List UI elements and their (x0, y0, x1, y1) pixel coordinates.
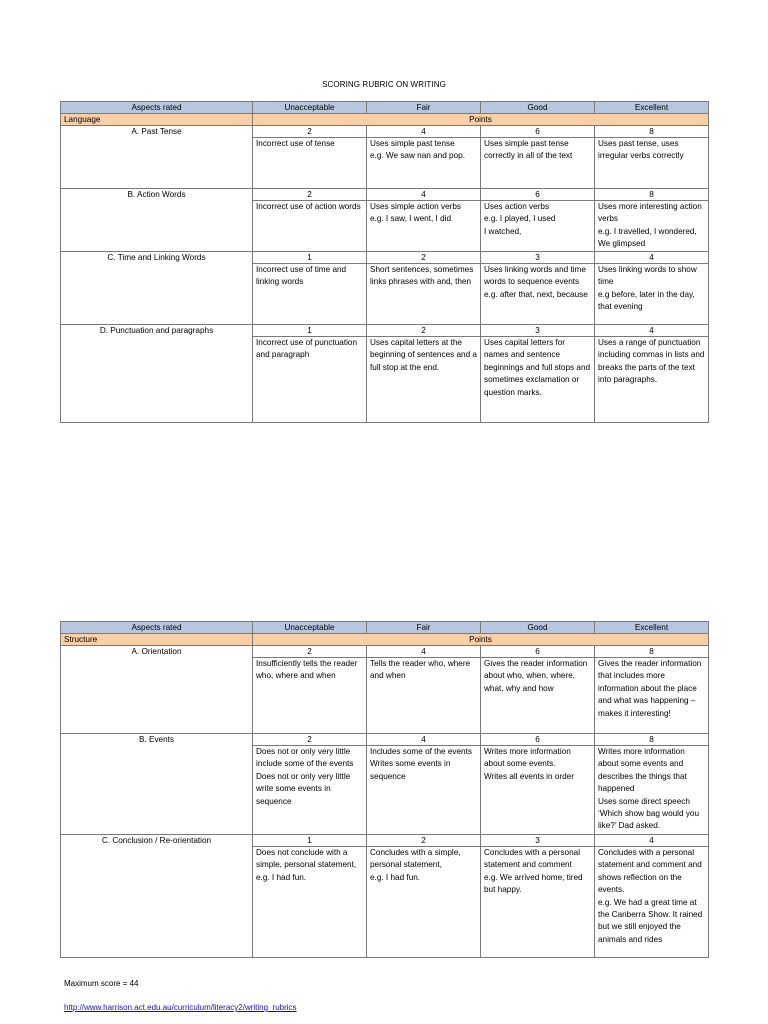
header-aspects: Aspects rated (61, 622, 253, 634)
header-unacceptable: Unacceptable (253, 102, 367, 114)
point-value: 8 (595, 189, 709, 201)
table-row (61, 734, 709, 746)
criteria-cell: Writes more information about some events. Writes all events in order (481, 746, 595, 835)
point-value: 4 (367, 646, 481, 658)
aspect-label: A. Orientation (61, 646, 253, 734)
point-value: 4 (367, 126, 481, 138)
criteria-cell: Incorrect use of action words (253, 201, 367, 252)
header-row (61, 622, 709, 634)
point-value: 2 (253, 189, 367, 201)
aspect-label: C. Time and Linking Words (61, 252, 253, 325)
point-value: 8 (595, 646, 709, 658)
point-value: 3 (481, 252, 595, 264)
point-value: 8 (595, 734, 709, 746)
point-value: 2 (367, 325, 481, 337)
point-value: 2 (253, 646, 367, 658)
criteria-cell: Uses capital letters at the beginning of sentences and a full stop at the end. (367, 337, 481, 423)
criteria-cell: Concludes with a simple, personal statement, e.g. I had fun. (367, 847, 481, 958)
aspect-label: D. Punctuation and paragraphs (61, 325, 253, 423)
header-good: Good (481, 102, 595, 114)
point-value: 2 (253, 734, 367, 746)
point-value: 6 (481, 189, 595, 201)
header-fair: Fair (367, 102, 481, 114)
points-label: Points (253, 114, 709, 126)
aspect-label: A. Past Tense (61, 126, 253, 189)
language-rubric-table (60, 101, 709, 423)
point-value: 8 (595, 126, 709, 138)
criteria-cell: Incorrect use of punctuation and paragraph (253, 337, 367, 423)
point-value: 4 (595, 835, 709, 847)
criteria-cell: Concludes with a personal statement and comment and shows reflection on the events. e.g. We had a great time at the Canberra Show. It rained but we still enjoyed the animals and rides (595, 847, 709, 958)
table-row (61, 252, 709, 264)
table-row (61, 189, 709, 201)
header-row (61, 102, 709, 114)
aspect-label: C. Conclusion / Re-orientation (61, 835, 253, 958)
criteria-cell: Uses more interesting action verbs e.g. I travelled, I wondered, We glimpsed (595, 201, 709, 252)
point-value: 1 (253, 835, 367, 847)
point-value: 2 (253, 126, 367, 138)
point-value: 1 (253, 252, 367, 264)
point-value: 3 (481, 325, 595, 337)
criteria-cell: Uses past tense, uses irregular verbs correctly (595, 138, 709, 189)
point-value: 1 (253, 325, 367, 337)
header-aspects: Aspects rated (61, 102, 253, 114)
table-row (61, 126, 709, 138)
aspect-label: B. Action Words (61, 189, 253, 252)
criteria-cell: Tells the reader who, where and when (367, 658, 481, 734)
criteria-cell: Incorrect use of time and linking words (253, 264, 367, 325)
criteria-cell: Uses simple past tense correctly in all of the text (481, 138, 595, 189)
criteria-cell: Uses a range of punctuation including commas in lists and breaks the parts of the text into paragraphs. (595, 337, 709, 423)
header-excellent: Excellent (595, 102, 709, 114)
criteria-cell: Uses linking words and time words to sequence events e.g. after that, next, because (481, 264, 595, 325)
point-value: 4 (595, 252, 709, 264)
criteria-cell: Uses simple action verbs e.g. I saw, I went, I did (367, 201, 481, 252)
criteria-cell: Includes some of the events Writes some events in sequence (367, 746, 481, 835)
document-title: SCORING RUBRIC ON WRITING (322, 80, 446, 89)
criteria-cell: Does not or only very little include some of the events Does not or only very little write some events in sequence (253, 746, 367, 835)
criteria-cell: Short sentences, sometimes links phrases with and, then (367, 264, 481, 325)
point-value: 4 (367, 189, 481, 201)
point-value: 2 (367, 252, 481, 264)
header-unacceptable: Unacceptable (253, 622, 367, 634)
point-value: 3 (481, 835, 595, 847)
criteria-cell: Gives the reader information about who, when, where, what, why and how (481, 658, 595, 734)
criteria-cell: Uses linking words to show time e.g before, later in the day, that evening (595, 264, 709, 325)
point-value: 6 (481, 646, 595, 658)
criteria-cell: Uses capital letters for names and sentence beginnings and full stops and sometimes exclamation or question marks. (481, 337, 595, 423)
point-value: 6 (481, 126, 595, 138)
criteria-cell: Writes more information about some events and describes the things that happened Uses some direct speech ‘Which show bag would you like?’ Dad asked. (595, 746, 709, 835)
header-fair: Fair (367, 622, 481, 634)
section-row (61, 634, 709, 646)
criteria-cell: Gives the reader information that includes more information about the place and what was happening – makes it interesting! (595, 658, 709, 734)
source-link[interactable]: http://www.harrison.act.edu.au/curriculum/literacy2/writing_rubrics (64, 1003, 297, 1012)
table-row (61, 646, 709, 658)
section-row (61, 114, 709, 126)
point-value: 6 (481, 734, 595, 746)
point-value: 4 (367, 734, 481, 746)
aspect-label: B. Events (61, 734, 253, 835)
point-value: 4 (595, 325, 709, 337)
table-row (61, 835, 709, 847)
header-good: Good (481, 622, 595, 634)
points-label: Points (253, 634, 709, 646)
criteria-cell: Uses action verbs e.g. I played, I used I watched, (481, 201, 595, 252)
criteria-cell: Insufficiently tells the reader who, where and when (253, 658, 367, 734)
header-excellent: Excellent (595, 622, 709, 634)
max-score-text: Maximum score = 44 (64, 979, 139, 988)
structure-rubric-table (60, 621, 709, 958)
criteria-cell: Uses simple past tense e.g. We saw nan and pop. (367, 138, 481, 189)
criteria-cell: Does not conclude with a simple, personal statement, e.g. I had fun. (253, 847, 367, 958)
section-label: Structure (61, 634, 253, 646)
point-value: 2 (367, 835, 481, 847)
criteria-cell: Incorrect use of tense (253, 138, 367, 189)
table-row (61, 325, 709, 337)
criteria-cell: Concludes with a personal statement and comment e.g. We arrived home, tired but happy. (481, 847, 595, 958)
section-label: Language (61, 114, 253, 126)
